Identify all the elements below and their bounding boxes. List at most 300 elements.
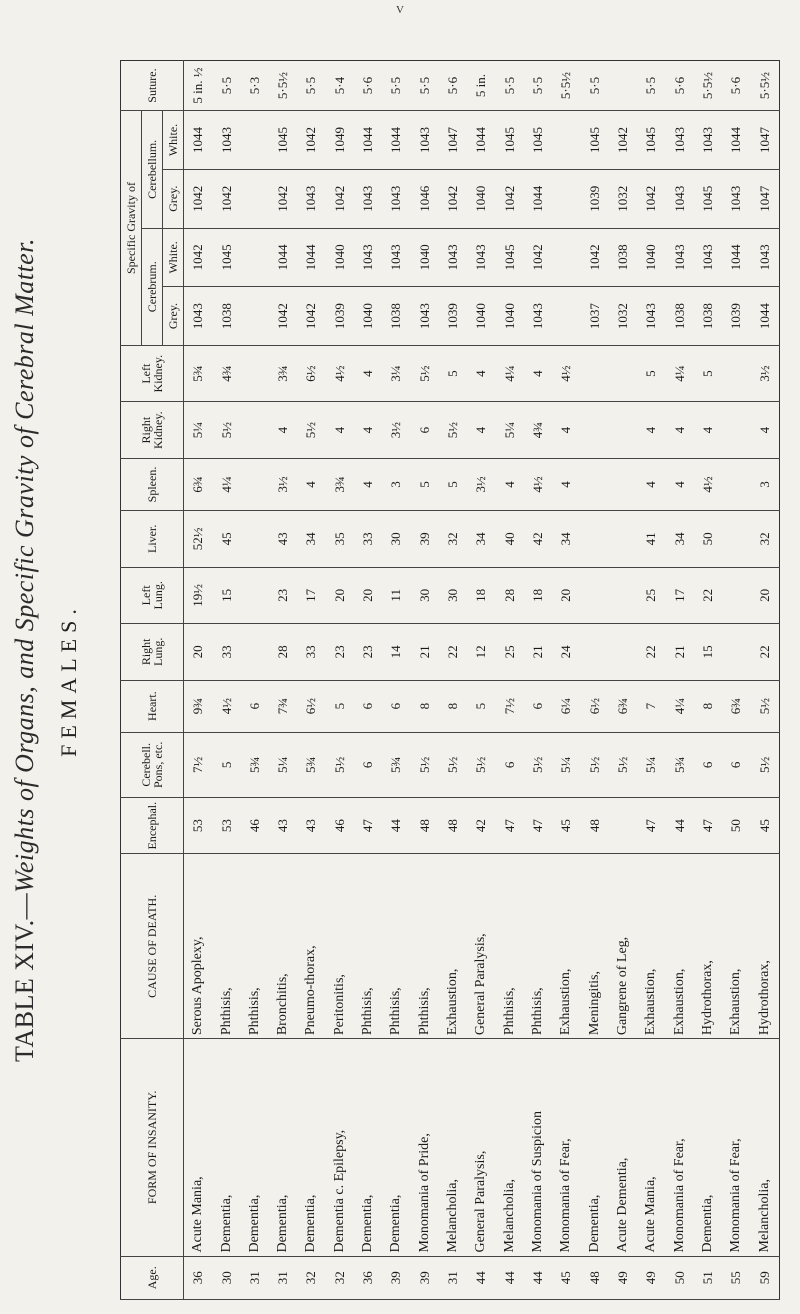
cell-cause: Hydrothorax, — [750, 854, 779, 1039]
cell-suture: 5·5½ — [552, 61, 580, 111]
cell-left-lung: 30 — [439, 567, 467, 624]
cell-encephal: 48 — [580, 797, 608, 854]
cell-form: Acute Mania, — [184, 1039, 213, 1256]
table-row — [241, 61, 269, 1300]
page-number: V — [396, 4, 404, 16]
cell-encephal: 45 — [552, 797, 580, 854]
table-row — [552, 61, 580, 1300]
cell-heart: 6¾ — [722, 680, 750, 732]
cell-right-lung: 22 — [439, 624, 467, 681]
table-row — [326, 61, 354, 1300]
cell-heart: 4½ — [212, 680, 240, 732]
cell-heart: 5 — [467, 680, 495, 732]
cell-spleen: 4 — [665, 458, 693, 510]
cell-left-lung: 30 — [411, 567, 439, 624]
cell-left-kidney — [609, 345, 637, 402]
cell-cause: Exhaustion, — [552, 854, 580, 1039]
cell-right-lung: 23 — [326, 624, 354, 681]
cell-encephal: 43 — [269, 797, 297, 854]
cell-cerebell: 5¾ — [665, 732, 693, 797]
cell-spleen — [580, 458, 608, 510]
cell-encephal: 43 — [297, 797, 325, 854]
header-cerebell: Cerebell. Pons, etc. — [121, 732, 184, 797]
cell-heart: 9¾ — [184, 680, 213, 732]
cell-spleen: 3½ — [269, 458, 297, 510]
cell-right-lung: 22 — [750, 624, 779, 681]
cell-cerebellum-white — [552, 111, 580, 170]
cell-heart: 6½ — [580, 680, 608, 732]
cell-cerebrum-white: 1040 — [637, 228, 665, 287]
cell-left-lung: 19½ — [184, 567, 213, 624]
cell-cerebrum-grey: 1039 — [722, 287, 750, 346]
header-right-lung: Right Lung. — [121, 624, 184, 681]
header-cerebellum: Cerebellum. — [142, 111, 163, 228]
cell-form: Monomania of Fear, — [722, 1039, 750, 1256]
cell-cerebellum-white: 1044 — [722, 111, 750, 170]
cell-encephal: 53 — [212, 797, 240, 854]
cell-liver: 32 — [439, 511, 467, 568]
cell-cerebrum-grey — [241, 287, 269, 346]
header-left-lung: Left Lung. — [121, 567, 184, 624]
cell-encephal: 47 — [354, 797, 382, 854]
cell-liver — [580, 511, 608, 568]
cell-right-kidney: 4¾ — [524, 402, 552, 459]
cell-suture — [609, 61, 637, 111]
cell-cerebellum-white: 1045 — [269, 111, 297, 170]
cell-cerebellum-grey: 1042 — [269, 169, 297, 228]
cell-cerebellum-white: 1043 — [411, 111, 439, 170]
cell-cerebellum-grey: 1045 — [694, 169, 722, 228]
cell-heart: 6¼ — [552, 680, 580, 732]
cell-cerebrum-grey: 1037 — [580, 287, 608, 346]
cell-liver: 34 — [467, 511, 495, 568]
cell-spleen: 4 — [297, 458, 325, 510]
cell-right-kidney: 5½ — [212, 402, 240, 459]
cell-left-kidney: 3½ — [750, 345, 779, 402]
cell-cerebrum-white: 1043 — [694, 228, 722, 287]
cell-suture: 5·5 — [382, 61, 410, 111]
table-label: TABLE XIV. — [10, 919, 39, 1062]
cell-spleen: 3½ — [467, 458, 495, 510]
cell-cerebell: 5½ — [411, 732, 439, 797]
cell-right-lung: 33 — [212, 624, 240, 681]
cell-encephal: 47 — [694, 797, 722, 854]
cell-cerebrum-white: 1044 — [722, 228, 750, 287]
table-row — [524, 61, 552, 1300]
cell-right-kidney: 3½ — [382, 402, 410, 459]
header-cerebrum: Cerebrum. — [142, 228, 163, 345]
cell-cerebrum-white: 1043 — [354, 228, 382, 287]
cell-cerebrum-white: 1044 — [269, 228, 297, 287]
cell-left-lung: 20 — [750, 567, 779, 624]
cell-suture: 5·5½ — [269, 61, 297, 111]
cell-age: 32 — [326, 1256, 354, 1299]
cell-left-lung: 20 — [552, 567, 580, 624]
cell-cerebrum-grey: 1042 — [297, 287, 325, 346]
cell-cause: Phthisis, — [241, 854, 269, 1039]
cell-suture: 5·5 — [524, 61, 552, 111]
cell-right-kidney — [722, 402, 750, 459]
cell-cerebellum-white: 1047 — [439, 111, 467, 170]
cell-heart: 7½ — [496, 680, 524, 732]
cell-heart: 6 — [241, 680, 269, 732]
cell-cerebell: 6 — [722, 732, 750, 797]
cell-liver: 42 — [524, 511, 552, 568]
cell-suture: 5·6 — [665, 61, 693, 111]
cell-form: Dementia, — [269, 1039, 297, 1256]
cell-cerebrum-grey: 1039 — [439, 287, 467, 346]
cell-cause: Phthisis, — [524, 854, 552, 1039]
cell-spleen: 4 — [637, 458, 665, 510]
table-row — [411, 61, 439, 1300]
cell-cerebrum-white: 1042 — [524, 228, 552, 287]
cell-cerebrum-grey: 1038 — [694, 287, 722, 346]
cell-cerebell: 5½ — [467, 732, 495, 797]
cell-suture: 5·5 — [580, 61, 608, 111]
cell-cerebell: 5½ — [609, 732, 637, 797]
cell-age: 39 — [382, 1256, 410, 1299]
cell-cause: Phthisis, — [212, 854, 240, 1039]
cell-cause: Pneumo-thorax, — [297, 854, 325, 1039]
cell-right-kidney: 4 — [467, 402, 495, 459]
cell-form: Dementia, — [580, 1039, 608, 1256]
cell-cerebellum-white: 1043 — [665, 111, 693, 170]
cell-cerebellum-grey: 1043 — [354, 169, 382, 228]
cell-cerebrum-white: 1044 — [297, 228, 325, 287]
cell-spleen: 4 — [496, 458, 524, 510]
cell-encephal: 47 — [524, 797, 552, 854]
cell-cause: Bronchitis, — [269, 854, 297, 1039]
cell-age: 30 — [212, 1256, 240, 1299]
table-row — [750, 61, 779, 1300]
cell-cerebell: 6 — [354, 732, 382, 797]
cell-cerebrum-white: 1043 — [439, 228, 467, 287]
cell-form: Dementia, — [694, 1039, 722, 1256]
cell-cause: Exhaustion, — [439, 854, 467, 1039]
cell-liver: 41 — [637, 511, 665, 568]
cell-cerebrum-white: 1038 — [609, 228, 637, 287]
cell-encephal: 48 — [439, 797, 467, 854]
cell-right-kidney: 4 — [326, 402, 354, 459]
table-row — [297, 61, 325, 1300]
cell-spleen: 4 — [552, 458, 580, 510]
cell-right-lung: 22 — [637, 624, 665, 681]
cell-liver: 33 — [354, 511, 382, 568]
cell-left-kidney: 4¼ — [496, 345, 524, 402]
header-liver: Liver. — [121, 511, 184, 568]
table-row — [580, 61, 608, 1300]
cell-cerebellum-grey — [241, 169, 269, 228]
cell-liver: 43 — [269, 511, 297, 568]
cell-spleen: 3 — [382, 458, 410, 510]
cell-heart: 6 — [354, 680, 382, 732]
header-cerebrum-white: White. — [163, 228, 184, 287]
cell-left-kidney: 5 — [694, 345, 722, 402]
cell-left-lung — [241, 567, 269, 624]
table-body — [184, 61, 780, 1300]
cell-cerebellum-grey: 1042 — [184, 169, 213, 228]
cell-cerebrum-white: 1043 — [750, 228, 779, 287]
cell-heart: 7 — [637, 680, 665, 732]
cell-age: 36 — [184, 1256, 213, 1299]
cell-suture: 5·5 — [496, 61, 524, 111]
cell-age: 44 — [524, 1256, 552, 1299]
cell-form: General Paralysis, — [467, 1039, 495, 1256]
cell-left-lung: 17 — [297, 567, 325, 624]
cell-age: 55 — [722, 1256, 750, 1299]
cell-right-lung: 28 — [269, 624, 297, 681]
cell-cerebellum-white: 1045 — [637, 111, 665, 170]
cell-cerebrum-white: 1040 — [411, 228, 439, 287]
cell-cause: General Paralysis, — [467, 854, 495, 1039]
cell-left-lung — [722, 567, 750, 624]
cell-cerebellum-grey: 1042 — [439, 169, 467, 228]
table-row — [382, 61, 410, 1300]
table-row — [354, 61, 382, 1300]
cell-cerebell: 5½ — [439, 732, 467, 797]
cell-left-kidney: 5 — [439, 345, 467, 402]
cell-cerebell: 5½ — [524, 732, 552, 797]
cell-suture: 5·4 — [326, 61, 354, 111]
rotated-table-area — [56, 60, 780, 1300]
cell-right-lung: 20 — [184, 624, 213, 681]
cell-spleen — [722, 458, 750, 510]
cell-left-kidney: 4¼ — [665, 345, 693, 402]
header-suture: Suture. — [121, 61, 184, 111]
cell-age: 59 — [750, 1256, 779, 1299]
cell-left-lung: 22 — [694, 567, 722, 624]
cell-left-lung: 28 — [496, 567, 524, 624]
cell-cerebrum-grey: 1039 — [326, 287, 354, 346]
cell-heart: 6 — [524, 680, 552, 732]
cell-cerebell: 5¼ — [552, 732, 580, 797]
cell-encephal — [609, 797, 637, 854]
cell-spleen: 3¾ — [326, 458, 354, 510]
cell-cerebrum-white: 1042 — [580, 228, 608, 287]
cell-spleen: 3 — [750, 458, 779, 510]
cell-cerebellum-white: 1043 — [694, 111, 722, 170]
cell-liver: 34 — [552, 511, 580, 568]
cell-cause: Gangrene of Leg, — [609, 854, 637, 1039]
cell-form: Melancholia, — [439, 1039, 467, 1256]
cell-left-kidney: 5 — [637, 345, 665, 402]
table-row — [722, 61, 750, 1300]
table-subtitle: FEMALES. — [56, 603, 81, 757]
cell-left-lung: 15 — [212, 567, 240, 624]
header-cerebellum-white: White. — [163, 111, 184, 170]
cell-age: 31 — [269, 1256, 297, 1299]
cell-cerebell: 5 — [212, 732, 240, 797]
cell-cerebrum-white: 1043 — [665, 228, 693, 287]
cell-cerebellum-white: 1047 — [750, 111, 779, 170]
cell-age: 49 — [637, 1256, 665, 1299]
cell-right-lung: 21 — [665, 624, 693, 681]
cell-form: Dementia c. Epilepsy, — [326, 1039, 354, 1256]
cell-left-kidney: 4½ — [552, 345, 580, 402]
cell-spleen — [609, 458, 637, 510]
cell-cerebrum-grey: 1038 — [212, 287, 240, 346]
cell-cerebell: 6 — [694, 732, 722, 797]
cell-cerebellum-white: 1044 — [184, 111, 213, 170]
cell-cause: Exhaustion, — [722, 854, 750, 1039]
cell-suture: 5·6 — [722, 61, 750, 111]
cell-right-kidney: 4 — [354, 402, 382, 459]
cell-age: 31 — [241, 1256, 269, 1299]
cell-spleen: 5 — [411, 458, 439, 510]
table-row — [665, 61, 693, 1300]
cell-cerebellum-white — [241, 111, 269, 170]
cell-suture: 5·5 — [212, 61, 240, 111]
cell-cerebrum-grey: 1043 — [411, 287, 439, 346]
cell-left-lung: 20 — [326, 567, 354, 624]
cell-spleen — [241, 458, 269, 510]
cell-cerebell: 5½ — [326, 732, 354, 797]
cell-cerebrum-grey: 1038 — [382, 287, 410, 346]
cell-right-lung: 21 — [411, 624, 439, 681]
cell-suture: 5·5 — [411, 61, 439, 111]
cell-cerebellum-grey: 1043 — [722, 169, 750, 228]
cell-right-lung — [580, 624, 608, 681]
cell-encephal: 47 — [637, 797, 665, 854]
cell-suture: 5 in. ½ — [184, 61, 213, 111]
table-row — [439, 61, 467, 1300]
cell-suture: 5·5 — [637, 61, 665, 111]
cell-suture: 5·3 — [241, 61, 269, 111]
cell-form: Melancholia, — [750, 1039, 779, 1256]
cell-heart: 5½ — [750, 680, 779, 732]
table-row — [694, 61, 722, 1300]
cell-right-lung — [241, 624, 269, 681]
cell-right-lung: 33 — [297, 624, 325, 681]
cell-cerebrum-white — [552, 228, 580, 287]
cell-cerebrum-grey: 1040 — [496, 287, 524, 346]
cell-age: 44 — [467, 1256, 495, 1299]
table-row — [269, 61, 297, 1300]
cell-left-kidney: 3¼ — [382, 345, 410, 402]
cell-cerebellum-grey: 1044 — [524, 169, 552, 228]
cell-suture: 5 in. — [467, 61, 495, 111]
cell-right-kidney — [580, 402, 608, 459]
cell-cerebrum-grey: 1032 — [609, 287, 637, 346]
cell-form: Monomania of Fear, — [665, 1039, 693, 1256]
cell-liver: 39 — [411, 511, 439, 568]
cell-cerebellum-grey: 1046 — [411, 169, 439, 228]
cell-cerebrum-white: 1043 — [382, 228, 410, 287]
cell-encephal: 48 — [411, 797, 439, 854]
cell-cerebellum-white: 1044 — [467, 111, 495, 170]
cell-encephal: 50 — [722, 797, 750, 854]
cell-cerebellum-grey: 1042 — [212, 169, 240, 228]
cell-suture: 5·6 — [354, 61, 382, 111]
title-text: Weights of Organs, and Specific Gravity of Cerebral Matter. — [10, 238, 39, 893]
cell-liver: 34 — [297, 511, 325, 568]
cell-encephal: 53 — [184, 797, 213, 854]
cell-age: 48 — [580, 1256, 608, 1299]
cell-left-lung — [580, 567, 608, 624]
cell-suture: 5·6 — [439, 61, 467, 111]
cell-right-kidney: 5¼ — [184, 402, 213, 459]
cell-right-kidney — [609, 402, 637, 459]
header-cerebellum-grey: Grey. — [163, 169, 184, 228]
cell-right-lung: 21 — [524, 624, 552, 681]
cell-left-kidney: 3¾ — [269, 345, 297, 402]
cell-form: Monomania of Pride, — [411, 1039, 439, 1256]
cell-form: Dementia, — [297, 1039, 325, 1256]
cell-liver: 35 — [326, 511, 354, 568]
cell-form: Dementia, — [241, 1039, 269, 1256]
cell-form: Acute Dementia, — [609, 1039, 637, 1256]
cell-heart: 6¾ — [609, 680, 637, 732]
cell-liver — [609, 511, 637, 568]
cell-right-kidney: 4 — [637, 402, 665, 459]
table-row — [184, 61, 213, 1300]
cell-spleen: 6¾ — [184, 458, 213, 510]
cell-left-lung: 17 — [665, 567, 693, 624]
cell-suture: 5·5½ — [694, 61, 722, 111]
cell-cause: Exhaustion, — [637, 854, 665, 1039]
cell-cerebellum-grey: 1043 — [665, 169, 693, 228]
cell-age: 36 — [354, 1256, 382, 1299]
cell-cerebell: 5¾ — [297, 732, 325, 797]
table-row — [467, 61, 495, 1300]
header-spleen: Spleen. — [121, 458, 184, 510]
table-row — [609, 61, 637, 1300]
cell-cerebell: 7½ — [184, 732, 213, 797]
cell-form: Monomania of Suspicion — [524, 1039, 552, 1256]
cell-cerebellum-white: 1045 — [496, 111, 524, 170]
cell-liver: 40 — [496, 511, 524, 568]
cell-left-kidney: 4 — [467, 345, 495, 402]
cell-cerebrum-grey: 1042 — [269, 287, 297, 346]
cell-encephal: 47 — [496, 797, 524, 854]
cell-right-lung — [609, 624, 637, 681]
cell-right-kidney: 4 — [552, 402, 580, 459]
cell-liver: 32 — [750, 511, 779, 568]
header-specific-gravity: Specific Gravity of — [121, 111, 142, 346]
cell-liver — [241, 511, 269, 568]
cell-age: 44 — [496, 1256, 524, 1299]
cell-cerebrum-grey: 1043 — [637, 287, 665, 346]
cell-form: Monomania of Fear, — [552, 1039, 580, 1256]
cell-cerebell: 5¼ — [637, 732, 665, 797]
cell-cerebell: 5½ — [580, 732, 608, 797]
cell-left-kidney: 4 — [524, 345, 552, 402]
cell-right-lung: 15 — [694, 624, 722, 681]
cell-cerebrum-grey: 1040 — [354, 287, 382, 346]
cell-cerebell: 5½ — [750, 732, 779, 797]
cell-cause: Meningitis, — [580, 854, 608, 1039]
cell-form: Dementia, — [212, 1039, 240, 1256]
cell-encephal: 44 — [382, 797, 410, 854]
cell-cause: Phthisis, — [411, 854, 439, 1039]
cell-left-kidney — [722, 345, 750, 402]
cell-cerebellum-grey: 1040 — [467, 169, 495, 228]
cell-left-lung: 23 — [269, 567, 297, 624]
cell-left-lung: 20 — [354, 567, 382, 624]
cell-form: Dementia, — [354, 1039, 382, 1256]
cell-encephal: 45 — [750, 797, 779, 854]
cell-cause: Phthisis, — [382, 854, 410, 1039]
cell-age: 50 — [665, 1256, 693, 1299]
cell-heart: 8 — [439, 680, 467, 732]
cell-liver: 30 — [382, 511, 410, 568]
cell-encephal: 42 — [467, 797, 495, 854]
cell-age: 31 — [439, 1256, 467, 1299]
cell-right-kidney: 5½ — [439, 402, 467, 459]
cell-cerebrum-white: 1045 — [212, 228, 240, 287]
cell-encephal: 46 — [326, 797, 354, 854]
header-encephal: Encephal. — [121, 797, 184, 854]
